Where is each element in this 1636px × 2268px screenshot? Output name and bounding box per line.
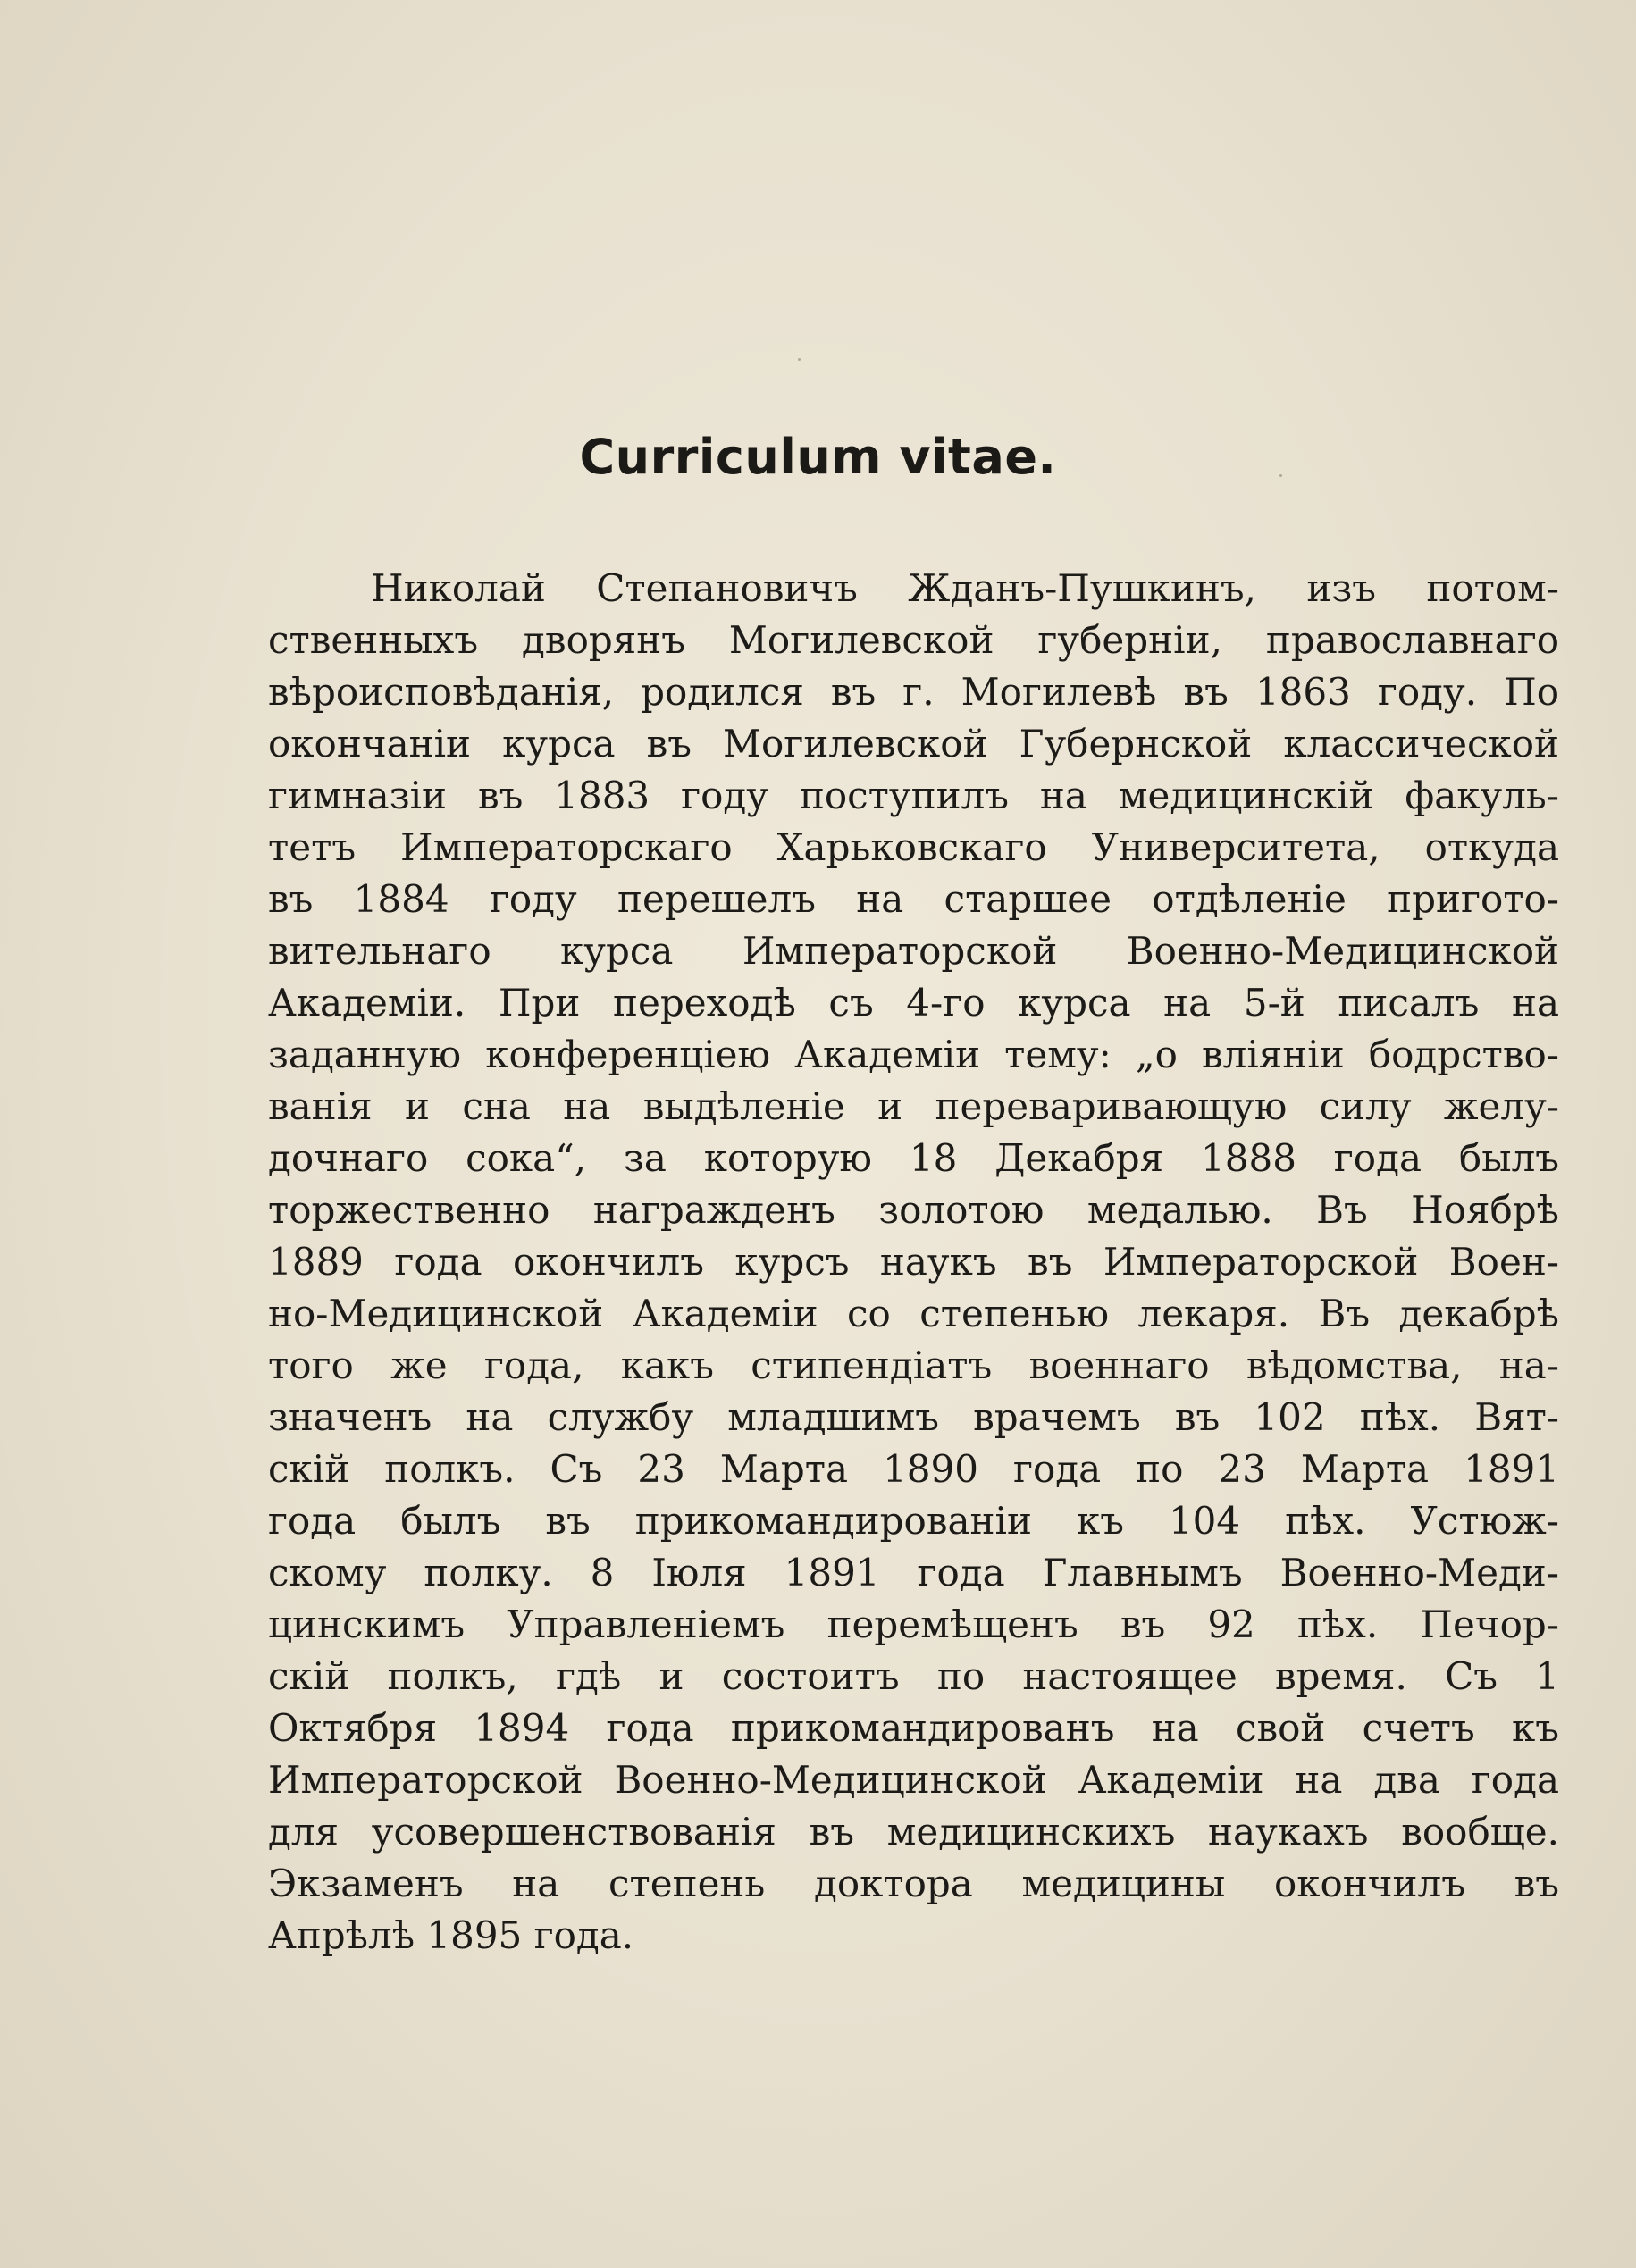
text-line: окончаніи курса въ Могилевской Губернской классической bbox=[268, 722, 1559, 766]
text-line: вѣроисповѣданія, родился въ г. Могилевѣ въ 1863 году. По bbox=[268, 670, 1559, 714]
text-line: тетъ Императорскаго Харьковскаго Университета, откуда bbox=[268, 825, 1559, 869]
text-line: 1889 года окончилъ курсъ наукъ въ Императорской Воен- bbox=[268, 1240, 1559, 1284]
text-line: скому полку. 8 Іюля 1891 года Главнымъ Военно-Меди- bbox=[268, 1551, 1559, 1594]
text-line: Академіи. При переходѣ съ 4-го курса на 5-й писалъ на bbox=[268, 981, 1559, 1025]
text-line: Николай Степановичъ Жданъ-Пушкинъ, изъ потом- bbox=[371, 566, 1559, 610]
paper-speck bbox=[798, 358, 801, 361]
text-line: цинскимъ Управленіемъ перемѣщенъ въ 92 пѣх. Печор- bbox=[268, 1603, 1559, 1646]
text-line: Императорской Военно-Медицинской Академіи на два года bbox=[268, 1758, 1559, 1802]
text-line: ственныхъ дворянъ Могилевской губерніи, православнаго bbox=[268, 618, 1559, 662]
text-line: значенъ на службу младшимъ врачемъ въ 102 пѣх. Вят- bbox=[268, 1395, 1559, 1439]
text-line: Апрѣлѣ 1895 года. bbox=[268, 1913, 634, 1957]
text-line: дочнаго сока“, за которую 18 Декабря 1888 года былъ bbox=[268, 1136, 1559, 1180]
text-line: ванія и сна на выдѣленіе и переваривающую силу желу- bbox=[268, 1084, 1559, 1128]
body-text bbox=[268, 563, 1559, 1962]
text-line: въ 1884 году перешелъ на старшее отдѣленіе пригото- bbox=[268, 877, 1559, 921]
text-line: скій полкъ. Съ 23 Марта 1890 года по 23 Марта 1891 bbox=[268, 1447, 1559, 1491]
text-line: того же года, какъ стипендіатъ военнаго вѣдомства, на- bbox=[268, 1343, 1559, 1387]
text-line: заданную конференціею Академіи тему: „о вліяніи бодрство- bbox=[268, 1033, 1559, 1076]
text-line: но-Медицинской Академіи со степенью лекаря. Въ декабрѣ bbox=[268, 1292, 1559, 1335]
text-line: вительнаго курса Императорской Военно-Медицинской bbox=[268, 929, 1559, 973]
text-line: скій полкъ, гдѣ и состоитъ по настоящее время. Съ 1 bbox=[268, 1654, 1559, 1698]
text-line: для усовершенствованія въ медицинскихъ наукахъ вообще. bbox=[268, 1810, 1559, 1854]
text-line: года былъ въ прикомандированіи къ 104 пѣх. Устюж- bbox=[268, 1499, 1559, 1543]
page-title: Curriculum vitae. bbox=[579, 429, 1057, 485]
text-line: Экзаменъ на степень доктора медицины окончилъ въ bbox=[268, 1862, 1559, 1905]
text-line: гимназіи въ 1883 году поступилъ на медицинскій факуль- bbox=[268, 774, 1559, 817]
text-line: торжественно награжденъ золотою медалью. Въ Ноябрѣ bbox=[268, 1188, 1559, 1232]
text-line: Октября 1894 года прикомандированъ на свой счетъ къ bbox=[268, 1706, 1559, 1750]
